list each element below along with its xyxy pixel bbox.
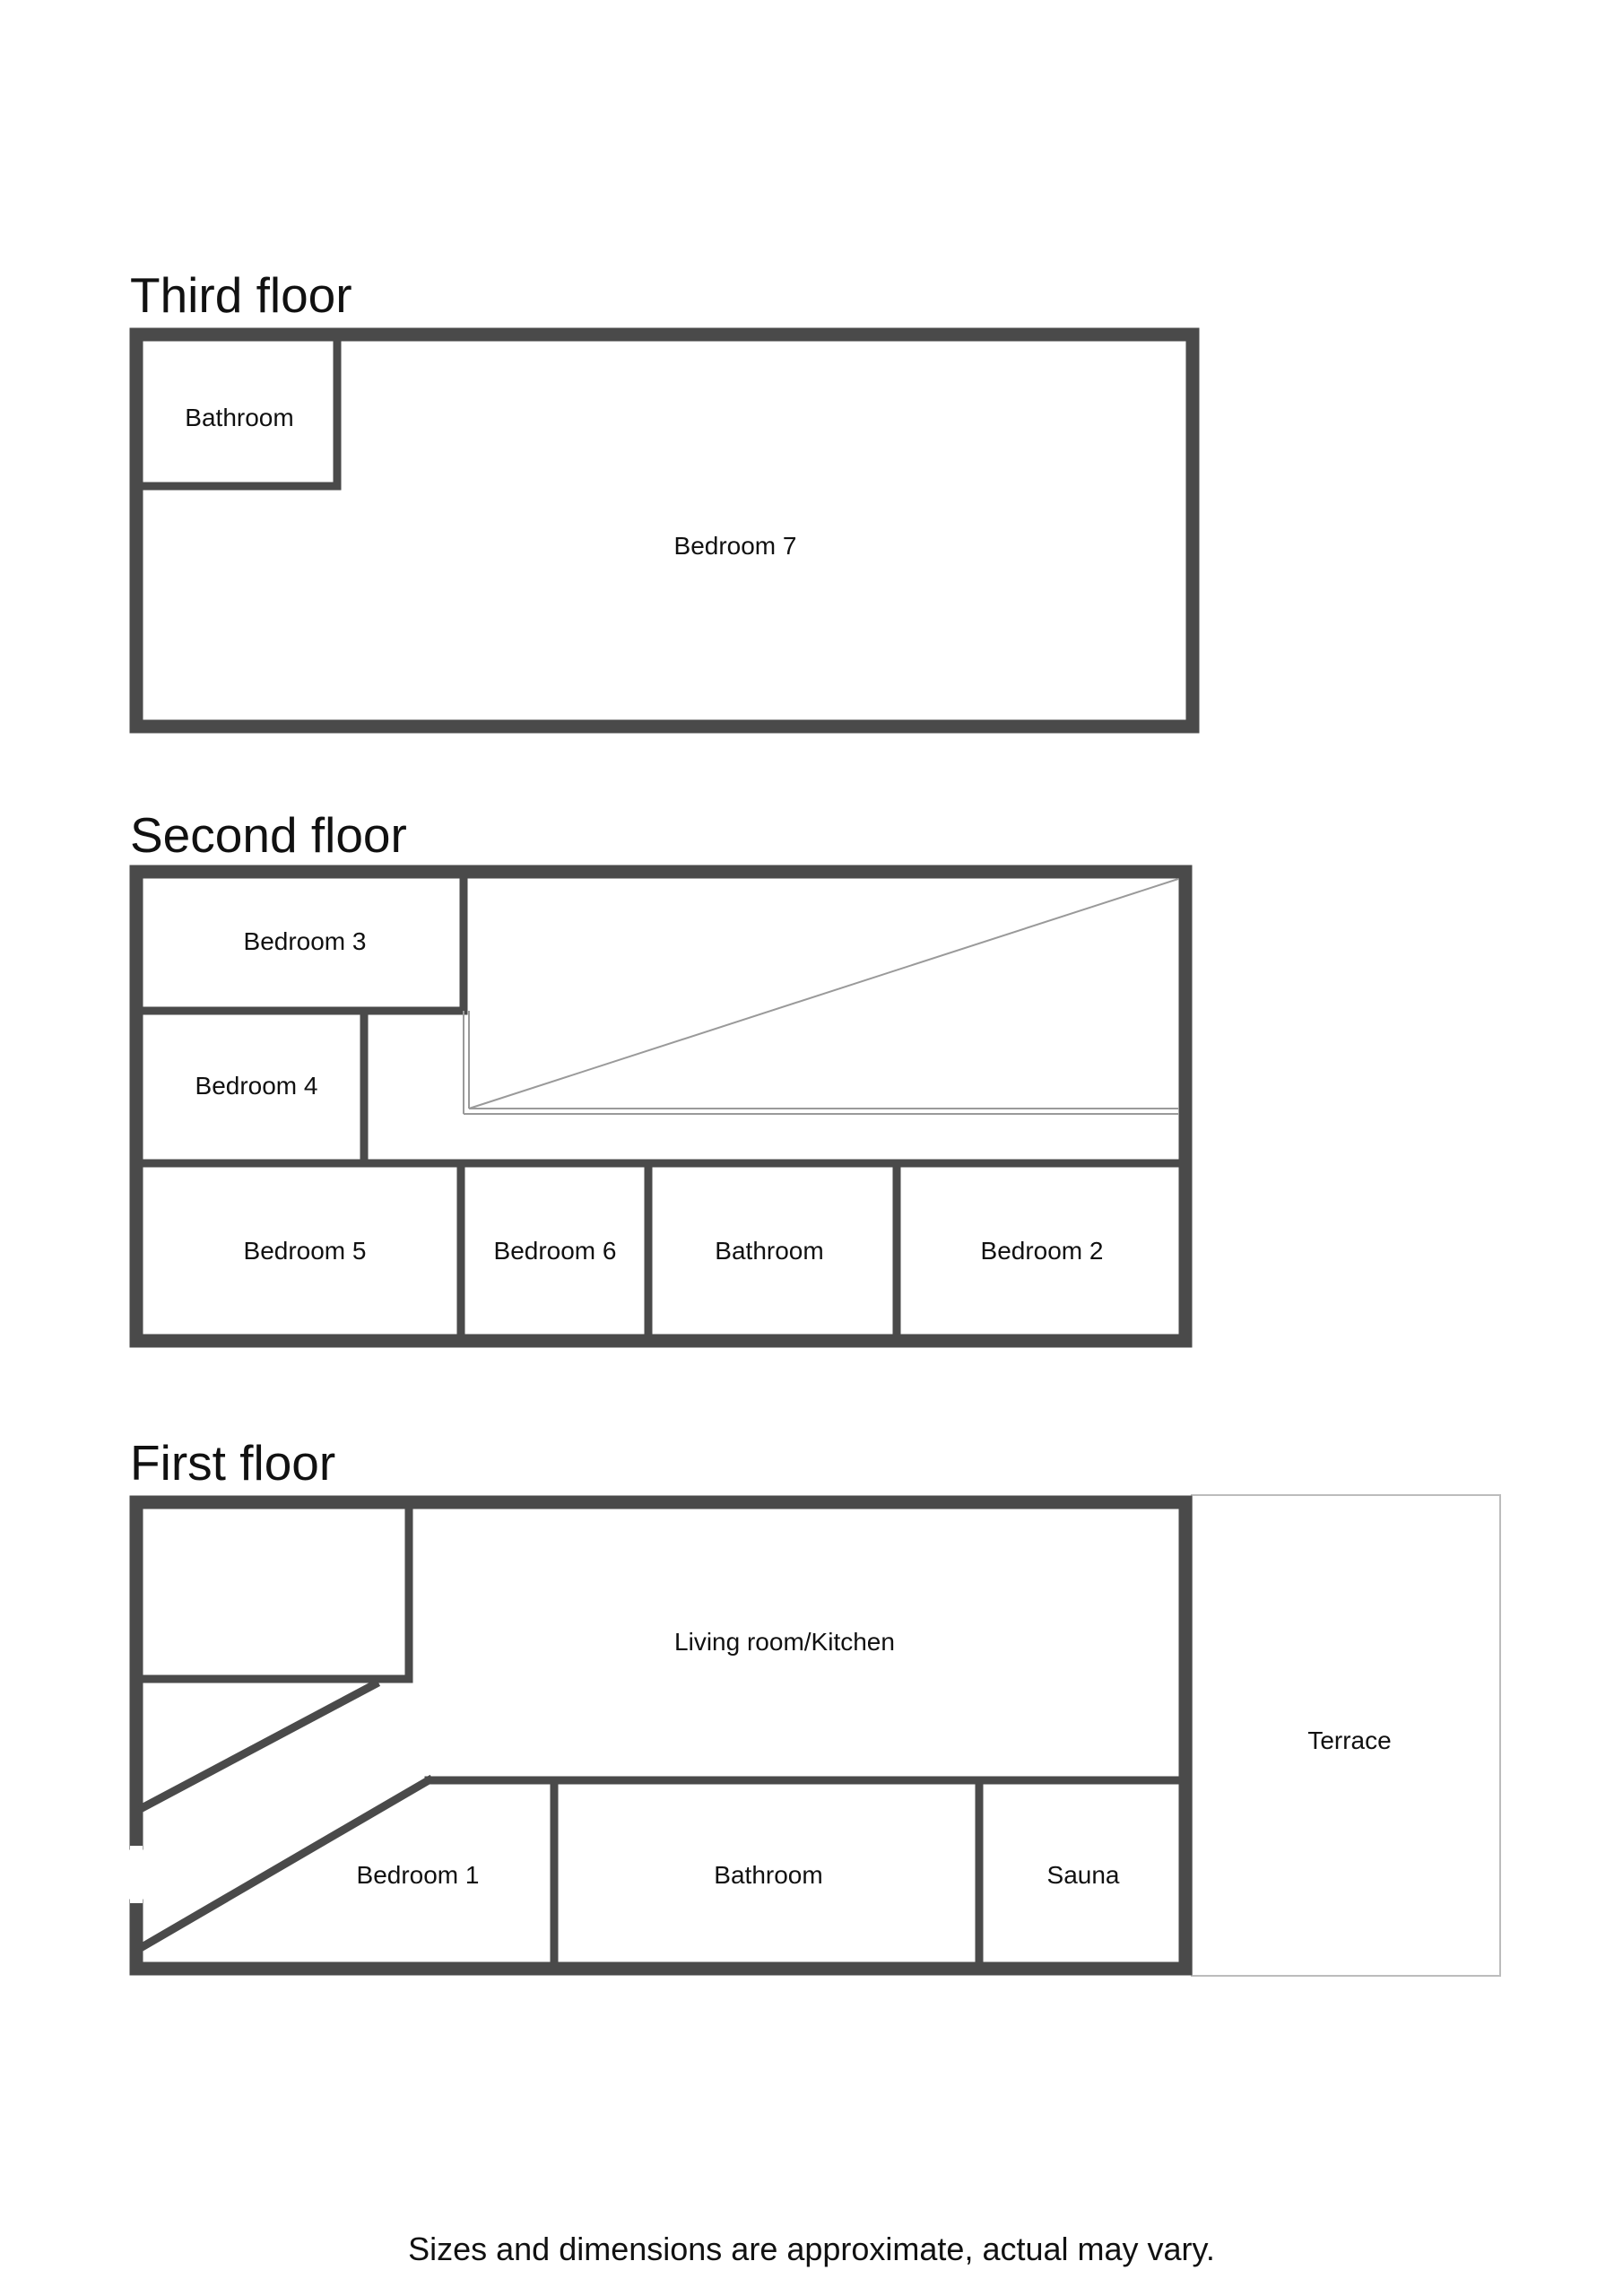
sauna-label: Sauna xyxy=(1046,1861,1120,1889)
third-floor-outer-wall xyxy=(136,335,1193,726)
third-floor-title: Third floor xyxy=(130,267,352,323)
stair-opening-diagonal xyxy=(469,879,1178,1109)
bedroom-4-label: Bedroom 4 xyxy=(195,1072,318,1100)
first-floor xyxy=(130,1435,1500,1976)
bedroom-3-label: Bedroom 3 xyxy=(243,927,367,955)
living-room-kitchen-label: Living room/Kitchen xyxy=(674,1628,895,1656)
entrance-opening xyxy=(130,1846,143,1903)
first-floor-storage-wall xyxy=(136,1502,409,1679)
bedroom-1-label: Bedroom 1 xyxy=(356,1861,480,1889)
bedroom-6-label: Bedroom 6 xyxy=(493,1237,617,1265)
second-floor-title: Second floor xyxy=(130,807,407,863)
first-floor-bathroom-label: Bathroom xyxy=(714,1861,823,1889)
bedroom-7-label: Bedroom 7 xyxy=(673,532,797,560)
first-floor-title: First floor xyxy=(130,1435,336,1491)
second-floor-bathroom-label: Bathroom xyxy=(715,1237,824,1265)
stair-upper-diagonal xyxy=(143,1684,375,1807)
third-floor-bathroom-label: Bathroom xyxy=(185,404,294,431)
terrace-label: Terrace xyxy=(1307,1726,1392,1754)
third-floor xyxy=(130,267,1193,726)
bedroom-5-label: Bedroom 5 xyxy=(243,1237,367,1265)
footnote: Sizes and dimensions are approximate, actual may vary. xyxy=(408,2231,1215,2267)
second-floor xyxy=(130,807,1185,1341)
first-floor-outer-wall xyxy=(136,1502,1185,1969)
bedroom-2-label: Bedroom 2 xyxy=(980,1237,1104,1265)
